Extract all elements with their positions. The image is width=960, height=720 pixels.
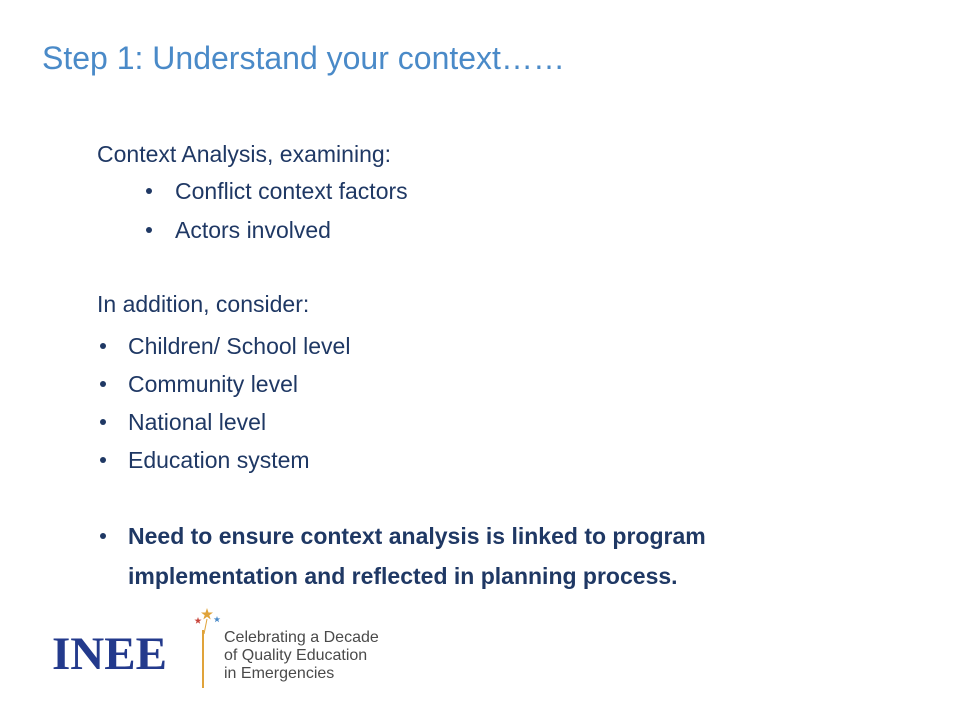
- bullet-icon: [100, 343, 106, 349]
- emphasis-line-1: Need to ensure context analysis is linked to program: [128, 523, 706, 549]
- section1-item: Conflict context factors: [175, 178, 408, 204]
- stars-icon: [192, 606, 222, 634]
- bullet-icon: [100, 457, 106, 463]
- section2-item: Education system: [128, 447, 310, 473]
- inee-logo: [46, 600, 386, 690]
- section2-item: Children/ School level: [128, 333, 351, 359]
- slide-title: Step 1: Understand your context……: [42, 40, 565, 76]
- section1-item: Actors involved: [175, 217, 331, 243]
- logo-tagline: [224, 629, 379, 683]
- logo-tagline-line: in Emergencies: [224, 665, 335, 682]
- logo-tagline-line: of Quality Education: [224, 647, 368, 664]
- bullet-icon: [100, 419, 106, 425]
- section2-item: Community level: [128, 371, 298, 397]
- section1-heading: Context Analysis, examining:: [97, 141, 392, 167]
- emphasis-line-2: implementation and reflected in planning process.: [128, 563, 678, 589]
- logo-divider: [202, 630, 204, 688]
- bullet-icon: [100, 533, 106, 539]
- logo-tagline-line: Celebrating a Decade: [224, 629, 379, 646]
- logo-wordmark: INEE: [52, 628, 167, 680]
- bullet-icon: [146, 227, 152, 233]
- bullet-icon: [146, 188, 152, 194]
- bullet-icon: [100, 381, 106, 387]
- section2-heading: In addition, consider:: [97, 291, 310, 317]
- section2-item: National level: [128, 409, 267, 435]
